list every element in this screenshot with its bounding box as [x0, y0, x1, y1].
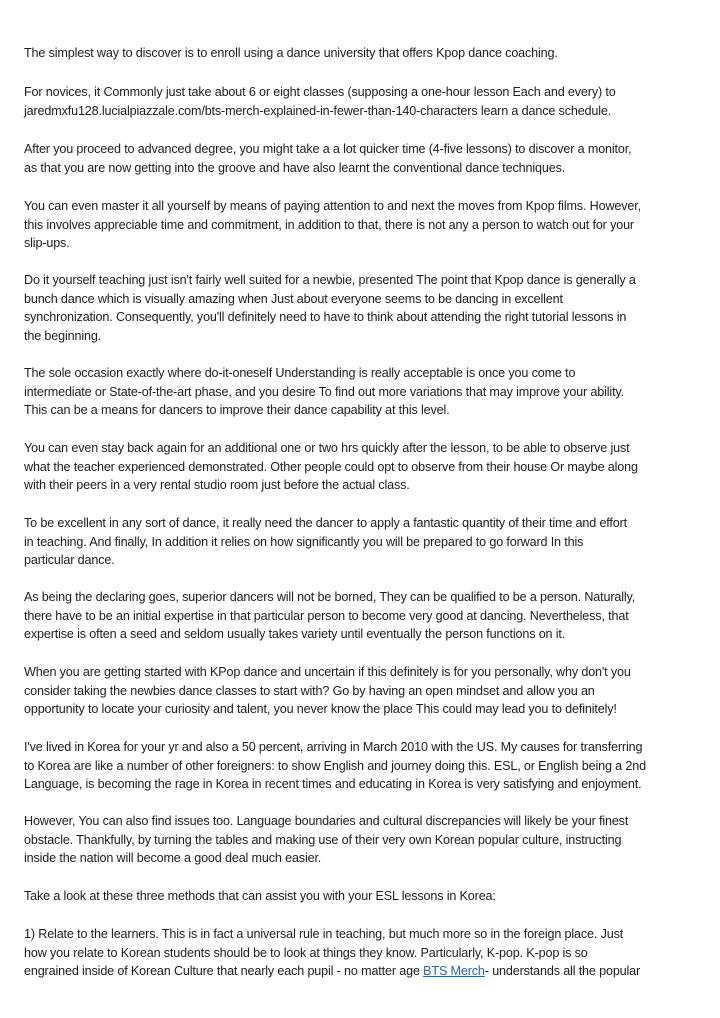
text-line: 1) Relate to the learners. This is in fact a universal rule in teaching, but much more so in the foreign place. Just: [24, 927, 624, 941]
paragraph-excellent: [24, 514, 704, 570]
text-line: opportunity to locate your curiosity and talent, you never know the place This could may lead you to definitely!: [24, 702, 617, 716]
text-line: jaredmxfu128.lucialpiazzale.com/bts-merch-explained-in-fewer-than-140-characters learn a dance schedule.: [24, 103, 612, 118]
text-line: intermediate or State-of-the-art phase, and you desire To find out more variations that may improve your ability.: [24, 384, 624, 399]
paragraph-self-learning: [24, 197, 704, 253]
paragraph-intermediate: [24, 364, 704, 420]
text-line: particular dance.: [24, 553, 115, 567]
text-line: The simplest way to discover is to enroll using a dance university that offers Kpop dance coaching.: [24, 46, 558, 60]
paragraph-dancers-borned: [24, 588, 704, 644]
paragraph-diy-teaching: [24, 271, 704, 345]
paragraph-issues: [24, 812, 704, 868]
text-line: As being the declaring goes, superior dancers will not be borned, They can be qualified to be a person. Naturally,: [24, 590, 636, 604]
text-line: You can even stay back again for an additional one or two hrs quickly after the lesson, to be able to observe just: [24, 441, 630, 455]
text-line: After you proceed to advanced degree, you might take a a lot quicker time (4-five lessons) to discover a monitor,: [24, 142, 632, 156]
text-line: inside the nation will become a good deal much easier.: [24, 851, 322, 865]
text-line: in teaching. And finally, In addition it relies on how significantly you will be prepared to go forward In this: [24, 534, 584, 549]
text-line: slip-ups.: [24, 236, 70, 250]
text-line: how you relate to Korean students should be to look at things they know. Particularly, K-pop. K-pop is so: [24, 945, 588, 960]
text-line: For novices, it Commonly just take about 6 or eight classes (supposing a one-hour lesson Each and every) to: [24, 85, 616, 99]
text-line: to Korea are like a number of other foreigners: to show English and journey doing this. ESL, or English being a 2nd: [24, 758, 646, 773]
text-line: I've lived in Korea for your yr and also a 50 percent, arriving in March 2010 with the US. My causes for transferring: [24, 740, 643, 754]
text-line: You can even master it all yourself by means of paying attention to and next the moves from Kpop films. However,: [24, 199, 641, 213]
text-line: consider taking the newbies dance classes to start with? Go by having an open mindset and allow you an: [24, 683, 595, 698]
text-line: However, You can also find issues too. Language boundaries and cultural discrepancies will likely be your finest: [24, 814, 629, 828]
text-line: Language, is becoming the rage in Korea in recent times and educating in Korea is very satisfying and enjoyment.: [24, 777, 642, 791]
paragraph-getting-started: [24, 663, 704, 719]
text-before-link: engrained inside of Korean Culture that nearly each pupil - no matter age: [24, 964, 424, 978]
paragraph-stay-back: [24, 439, 704, 495]
text-line: this involves appreciable time and commitment, in addition to that, there is not any a person to watch out for your: [24, 217, 634, 232]
text-after-link: - understands all the popular: [484, 964, 641, 978]
paragraph-relate-learners: [24, 925, 704, 981]
text-line: as that you are now getting into the groove and have also learnt the conventional dance techniques.: [24, 160, 566, 175]
text-line: Take a look at these three methods that can assist you with your ESL lessons in Korea:: [24, 889, 496, 903]
text-line: with their peers in a very rental studio room just before the actual class.: [24, 478, 410, 492]
text-line: When you are getting started with KPop dance and uncertain if this definitely is for you personally, why don't you: [24, 665, 631, 679]
paragraph-enroll: [24, 44, 704, 63]
text-line-with-link: [24, 962, 704, 981]
text-line: there have to be an initial expertise in that particular person to become very good at dancing. Nevertheless, that: [24, 608, 629, 623]
text-line: To be excellent in any sort of dance, it really need the dancer to apply a fantastic quantity of their time and effort: [24, 516, 628, 530]
text-line: expertise is often a seed and seldom usually takes variety until eventually the person functions on it.: [24, 627, 566, 641]
text-line: what the teacher experienced demonstrated. Other people could opt to observe from their house Or maybe along: [24, 459, 638, 474]
paragraph-advanced: [24, 140, 704, 177]
text-line: the beginning.: [24, 328, 102, 343]
text-line: synchronization. Consequently, you'll definitely need to have to think about attending the right tutorial lessons in: [24, 310, 627, 324]
bts-merch-link[interactable]: BTS Merch: [423, 964, 485, 978]
text-line: The sole occasion exactly where do-it-oneself Understanding is really acceptable is once you come to: [24, 366, 576, 380]
paragraph-lived-in-korea: [24, 738, 704, 794]
text-line: bunch dance which is visually amazing when Just about everyone seems to be dancing in excellent: [24, 291, 563, 306]
text-line: Do it yourself teaching just isn't fairly well suited for a newbie, presented The point that Kpop dance is generally a: [24, 273, 636, 287]
paragraph-three-methods: [24, 887, 704, 906]
paragraph-novices: [24, 83, 704, 120]
text-line: obstacle. Thankfully, by turning the tables and making use of their very own Korean popular culture, instructing: [24, 832, 622, 847]
text-line: This can be a means for dancers to improve their dance capability at this level.: [24, 403, 450, 417]
